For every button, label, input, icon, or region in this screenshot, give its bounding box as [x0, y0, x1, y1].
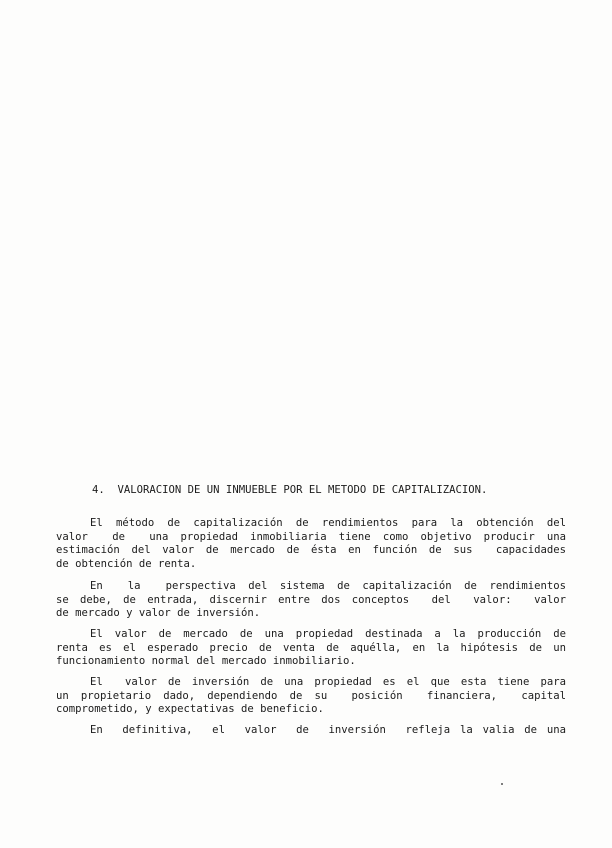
- paragraph-line: El método de capitalización de rendimientos para la obtención del: [90, 517, 566, 529]
- paragraph-line: estimación del valor de mercado de ésta en función de sus capacidades: [56, 544, 566, 556]
- paragraph-investment-value: [56, 676, 566, 717]
- paragraph-market-value: [56, 628, 566, 669]
- paragraph-line: de mercado y valor de inversión.: [56, 607, 261, 619]
- paragraph-definitive: [56, 724, 566, 738]
- paragraph-line: un propietario dado, dependiendo de su posición financiera, capital: [56, 689, 566, 702]
- paragraph-line: En definitiva, el valor de inversión refleja la valia de una: [90, 724, 566, 736]
- paragraph-value-concepts: [56, 580, 566, 621]
- section-heading: 4. VALORACION DE UN INMUEBLE POR EL METODO DE CAPITALIZACION.: [92, 484, 488, 496]
- paragraph-line: En la perspectiva del sistema de capitalización de rendimientos: [90, 580, 566, 592]
- paragraph-capitalization-method: [56, 517, 566, 571]
- paragraph-line: de obtención de renta.: [56, 557, 197, 570]
- paragraph-line: El valor de mercado de una propiedad destinada a la producción de: [90, 628, 566, 640]
- paragraph-line: El valor de inversión de una propiedad es el que esta tiene para: [90, 676, 566, 688]
- paragraph-line: renta es el esperado precio de venta de aquélla, en la hipótesis de un: [56, 641, 566, 654]
- paragraph-line: valor de una propiedad inmobiliaria tiene como objetivo producir una: [56, 530, 566, 543]
- paragraph-line: funcionamiento normal del mercado inmobiliario.: [56, 655, 356, 667]
- paragraph-line: comprometido, y expectativas de beneficio.: [56, 703, 324, 715]
- paragraph-line: se debe, de entrada, discernir entre dos conceptos del valor: valor: [56, 593, 566, 606]
- scan-speck: [501, 783, 503, 785]
